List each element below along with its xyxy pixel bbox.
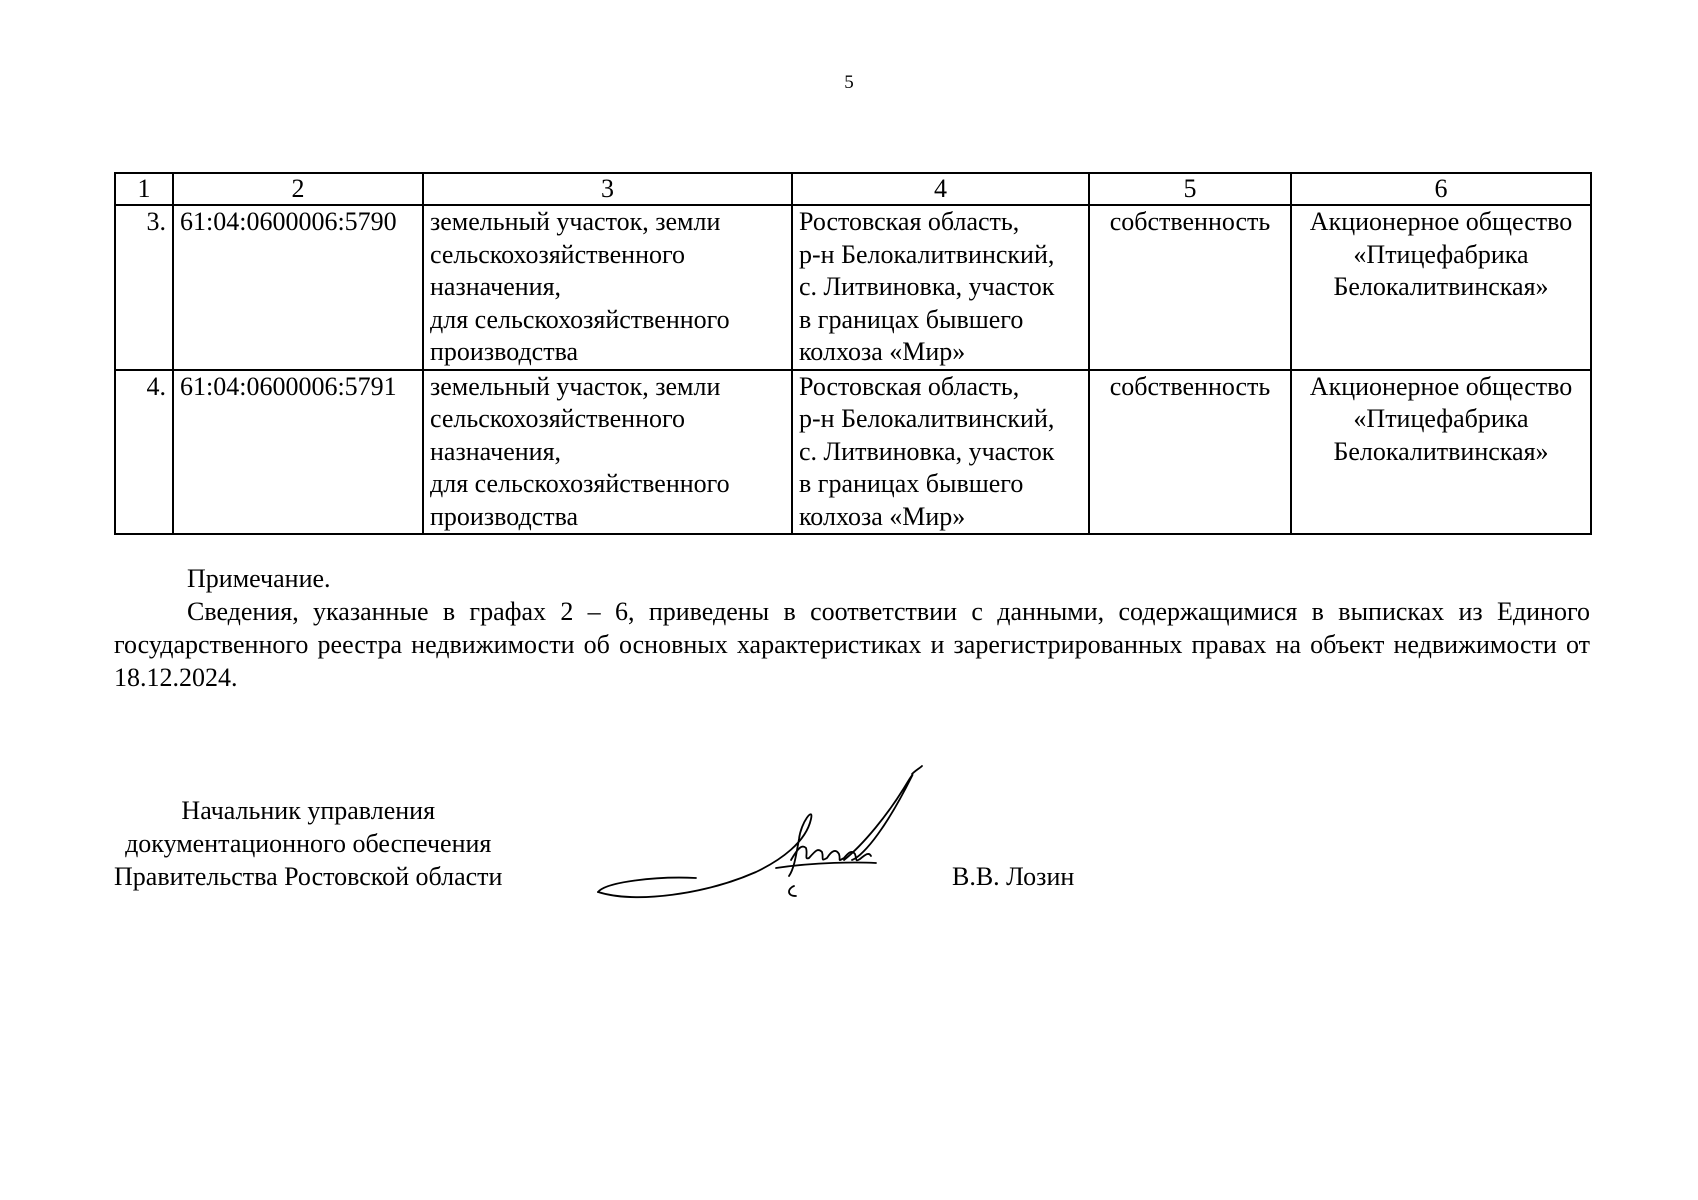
table-row	[115, 205, 1591, 370]
note-block	[114, 562, 1590, 694]
cadastral-number: 61:04:0600006:5790	[173, 205, 423, 370]
table-row	[115, 370, 1591, 535]
object-address	[792, 205, 1089, 370]
holder-line: «Птицефабрика	[1353, 239, 1529, 269]
right-holder	[1291, 370, 1591, 535]
description-line: производства	[430, 501, 579, 531]
holder-line: Белокалитвинская»	[1333, 436, 1549, 466]
cadastral-number: 61:04:0600006:5791	[173, 370, 423, 535]
signer-position-line: Начальник управления	[181, 796, 436, 825]
address-line: Ростовская область,	[799, 207, 1020, 236]
right-type: собственность	[1089, 205, 1291, 370]
address-line: колхоза «Мир»	[799, 501, 966, 531]
holder-line: «Птицефабрика	[1353, 404, 1529, 433]
description-line: назначения,	[430, 436, 562, 466]
handwritten-signature	[596, 764, 926, 919]
description-line: производства	[430, 337, 579, 366]
col-header: 3	[423, 173, 792, 205]
holder-line: Акционерное общество	[1309, 207, 1573, 236]
row-number: 4.	[115, 370, 173, 535]
col-header: 6	[1291, 173, 1591, 205]
holder-line: Акционерное общество	[1309, 371, 1573, 401]
signer-position	[114, 794, 502, 893]
address-line: р-н Белокалитвинский,	[799, 404, 1055, 433]
signer-name: В.В. Лозин	[952, 862, 1075, 891]
right-holder	[1291, 205, 1591, 370]
object-address	[792, 370, 1089, 535]
description-line: сельскохозяйственного	[430, 239, 685, 269]
address-line: в границах бывшего	[799, 469, 1024, 498]
address-line: с. Литвиновка, участок	[799, 436, 1055, 466]
row-number: 3.	[115, 205, 173, 370]
description-line: земельный участок, земли	[430, 207, 721, 236]
description-line: земельный участок, земли	[430, 371, 721, 401]
description-line: для сельскохозяйственного	[430, 304, 730, 334]
col-header: 2	[173, 173, 423, 205]
right-type: собственность	[1089, 370, 1291, 535]
address-line: р-н Белокалитвинский,	[799, 239, 1055, 269]
header-row	[115, 173, 1591, 205]
description-line: назначения,	[430, 272, 562, 301]
col-header: 4	[792, 173, 1089, 205]
note-title: Примечание.	[187, 564, 331, 593]
signer-position-line: Правительства Ростовской области	[114, 862, 503, 891]
address-line: в границах бывшего	[799, 304, 1024, 334]
description-line: для сельскохозяйственного	[430, 469, 730, 498]
address-line: колхоза «Мир»	[799, 337, 966, 366]
register-table	[114, 172, 1592, 535]
page-number: 5	[844, 72, 854, 93]
object-description	[423, 205, 792, 370]
holder-line: Белокалитвинская»	[1333, 272, 1549, 301]
description-line: сельскохозяйственного	[430, 404, 685, 433]
col-header: 5	[1089, 173, 1291, 205]
address-line: с. Литвиновка, участок	[799, 272, 1055, 301]
note-text: Сведения, указанные в графах 2 – 6, приведены в соответствии с данными, содержащимися в выписках из Единого государственного реестра недвижимости об основных характеристиках и зарегистрированных правах на объект недвижимости от 18.12.2024.	[114, 597, 1590, 692]
address-line: Ростовская область,	[799, 371, 1020, 401]
col-header: 1	[115, 173, 173, 205]
signer-position-line: документационного обеспечения	[125, 829, 492, 858]
object-description	[423, 370, 792, 535]
